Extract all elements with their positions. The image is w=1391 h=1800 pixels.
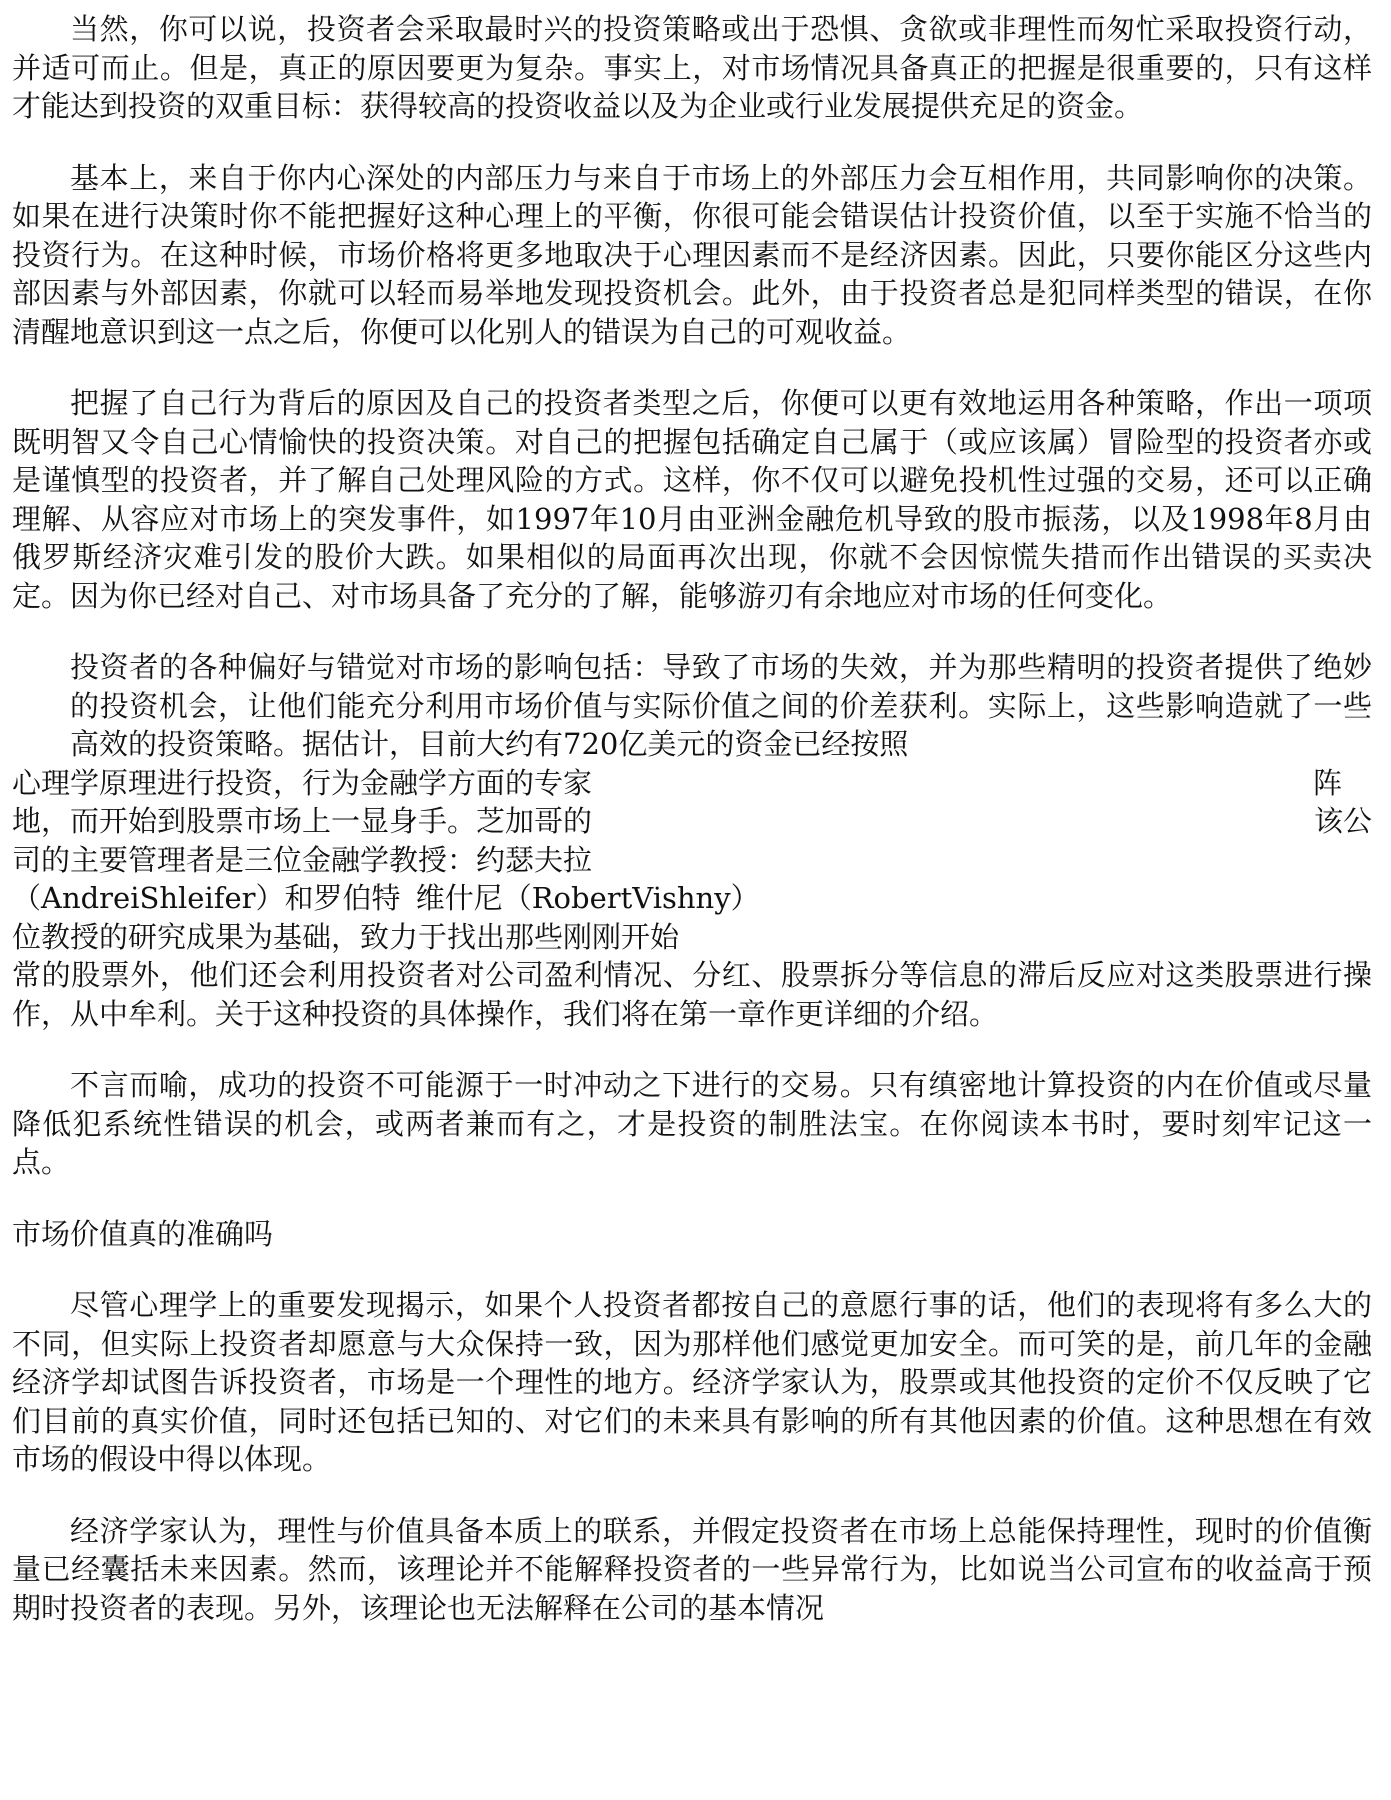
paragraph-4-line-1-3: 投资者的各种偏好与错觉对市场的影响包括：导致了市场的失效，并为那些精明的投资者提供了绝妙的投资机会，让他们能充分利用市场价值与实际价值之间的价差获利。实际上，这些影响造就了一些高效的投资策略。据估计，目前大约有720亿美元的资金已经按照 [70, 650, 1372, 761]
line-4-left: 心理学原理进行投资，行为金融学方面的专家 [12, 765, 593, 800]
paragraph-3: 把握了自己行为背后的原因及自己的投资者类型之后，你便可以更有效地运用各种策略，作出一项项既明智又令自己心情愉快的投资决策。对自己的把握包括确定自己属于（或应该属）冒险型的投资者亦或是谨慎型的投资者，并了解自己处理风险的方式。这样，你不仅可以避免投机性过强的交易，还可以正确理解、从容应对市场上的突发事件，如1997年10月由亚洲金融危机导致的股市振荡，以及1998年8月由俄罗斯经济灾难引发的股价大跌。如果相似的局面再次出现，你就不会因惊慌失措而作出错误的买卖决定。因为你已经对自己、对市场具备了充分的了解，能够游刃有余地应对市场的任何变化。 [12, 386, 1372, 613]
paragraph-4-line-7 [12, 879, 1372, 918]
paragraph-4-line-6: 司的主要管理者是三位金融学教授：约瑟夫拉 [12, 842, 593, 877]
line-5-left: 地，而开始到股票市场上一显身手。芝加哥的 [12, 804, 593, 838]
paragraph-4-line-8: 位教授的研究成果为基础，致力于找出那些刚刚开始 [12, 919, 680, 954]
line-7-a: （AndreiShleifer）和罗伯特 [12, 881, 401, 915]
section-paragraph-1: 尽管心理学上的重要发现揭示，如果个人投资者都按自己的意愿行事的话，他们的表现将有多么大的不同，但实际上投资者却愿意与大众保持一致，因为那样他们感觉更加安全。而可笑的是，前几年的金融经济学却试图告诉投资者，市场是一个理性的地方。经济学家认为，股票或其他投资的定价不仅反映了它们目前的真实价值，同时还包括已知的、对它们的未来具有影响的所有其他因素的价值。这种思想在有效市场的假设中得以体现。 [12, 1288, 1372, 1476]
line-7-b: 维什尼（RobertVishny） [415, 881, 760, 915]
line-5-right: 该公 [1313, 804, 1372, 838]
section-heading: 市场价值真的准确吗 [12, 1216, 274, 1251]
section-paragraph-2: 经济学家认为，理性与价值具备本质上的联系，并假定投资者在市场上总能保持理性，现时的价值衡量已经囊括未来因素。然而，该理论并不能解释投资者的一些异常行为，比如说当公司宣布的收益高于预期时投资者的表现。另外，该理论也无法解释在公司的基本情况 [12, 1513, 1372, 1625]
paragraph-2: 基本上，来自于你内心深处的内部压力与来自于市场上的外部压力会互相作用，共同影响你的决策。如果在进行决策时你不能把握好这种心理上的平衡，你很可能会错误估计投资价值，以至于实施不恰当的投资行为。在这种时候，市场价格将更多地取决于心理因素而不是经济因素。因此，只要你能区分这些内部因素与外部因素，你就可以轻而易举地发现投资机会。此外，由于投资者总是犯同样类型的错误，在你清醒地意识到这一点之后，你便可以化别人的错误为自己的可观收益。 [12, 160, 1372, 349]
paragraph-5: 不言而喻，成功的投资不可能源于一时冲动之下进行的交易。只有缜密地计算投资的内在价值或尽量降低犯系统性错误的机会，或两者兼而有之，才是投资的制胜法宝。在你阅读本书时，要时刻牢记这一点。 [12, 1068, 1372, 1179]
paragraph-1: 当然，你可以说，投资者会采取最时兴的投资策略或出于恐惧、贪欲或非理性而匆忙采取投资行动，并适可而止。但是，真正的原因要更为复杂。事实上，对市场情况具备真正的把握是很重要的，只有这样才能达到投资的双重目标：获得较高的投资收益以及为企业或行业发展提供充足的资金。 [12, 12, 1372, 123]
document-page [12, 10, 1372, 1627]
paragraph-4-line-4 [12, 764, 1372, 803]
paragraph-4-garbled [12, 648, 1372, 1033]
line-4-right: 阵 [1312, 765, 1342, 800]
paragraph-4-line-5 [12, 802, 1372, 841]
paragraph-4-tail: 常的股票外，他们还会利用投资者对公司盈利情况、分红、股票拆分等信息的滞后反应对这类股票进行操作，从中牟利。关于这种投资的具体操作，我们将在第一章作更详细的介绍。 [12, 958, 1372, 1031]
